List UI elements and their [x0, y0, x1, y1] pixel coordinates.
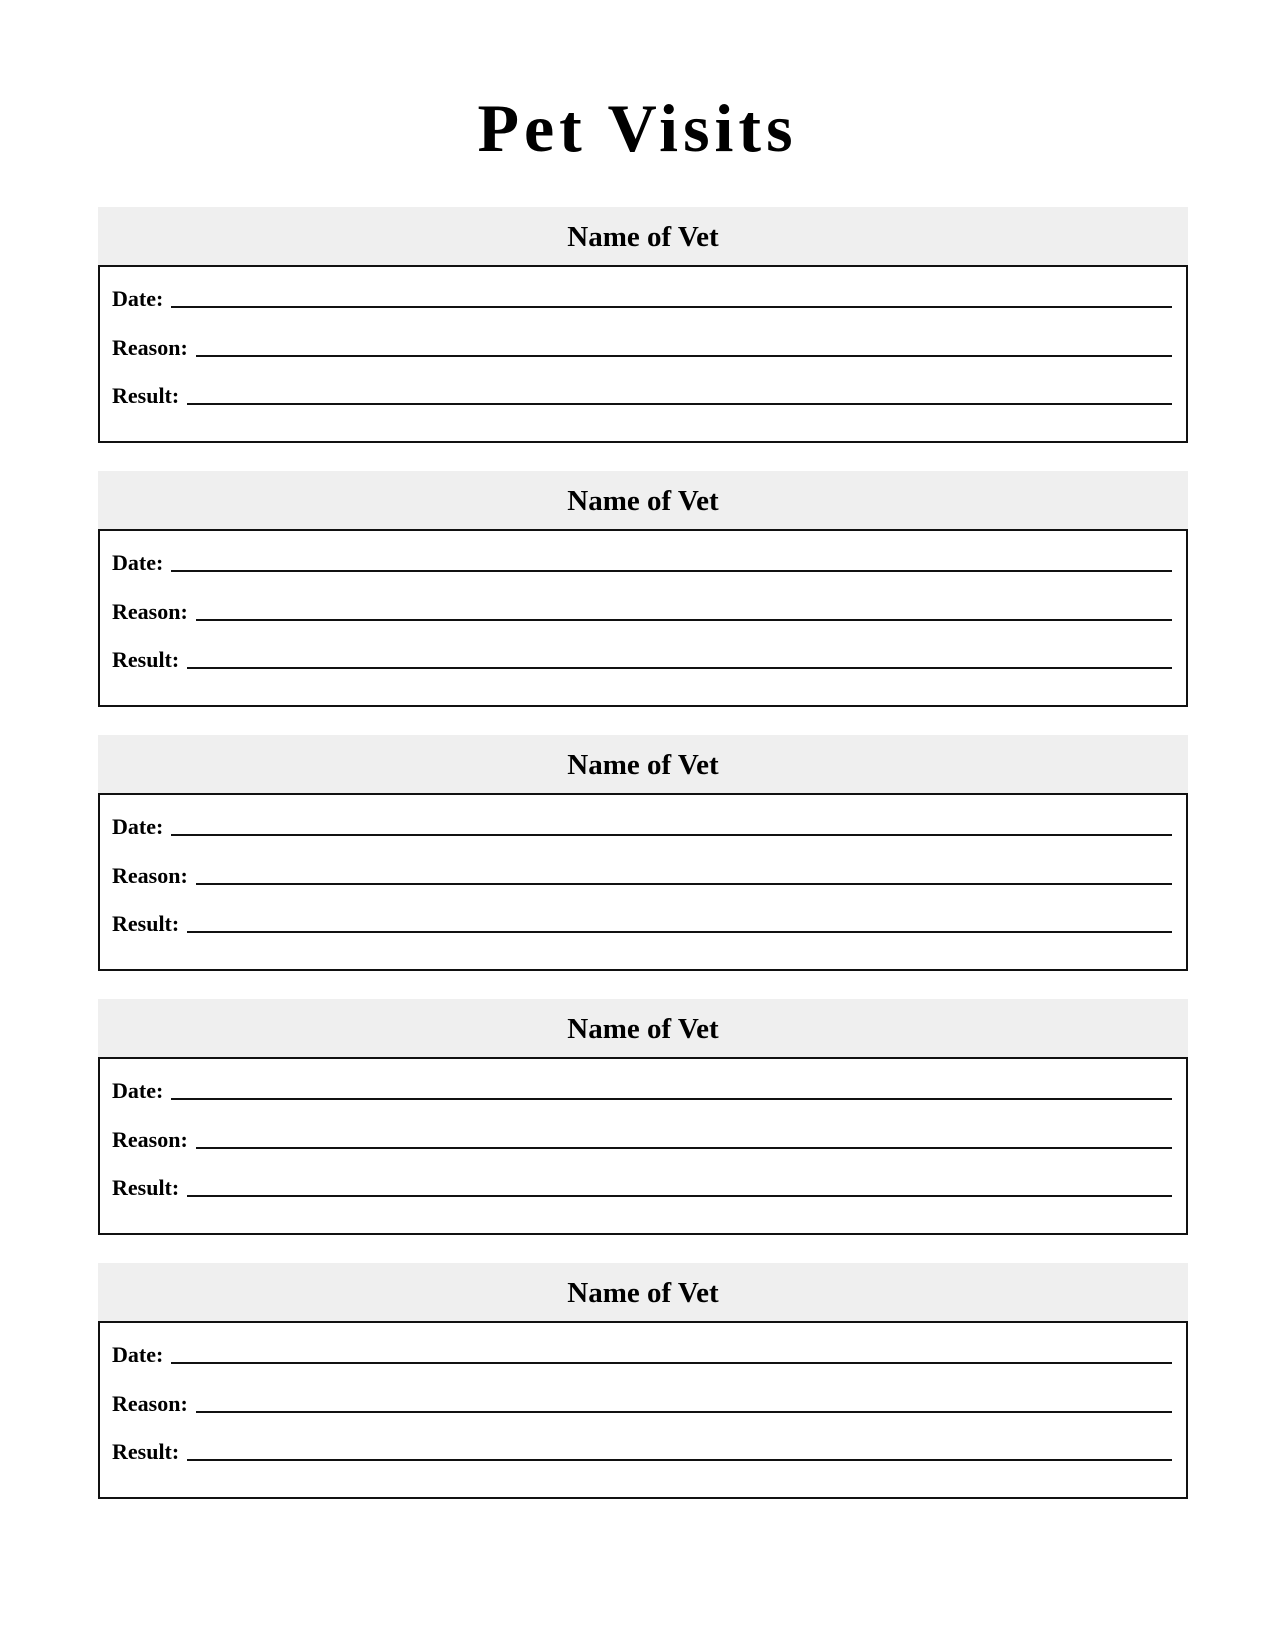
result-row: [112, 642, 1172, 672]
result-field[interactable]: [187, 403, 1172, 405]
visit-section-1: [98, 207, 1188, 443]
vet-name-header: [98, 471, 1188, 529]
reason-row: [112, 858, 1172, 888]
date-label: Date:: [112, 1342, 164, 1367]
reason-label: Reason:: [112, 1391, 188, 1416]
vet-name-header: [98, 1263, 1188, 1321]
reason-label: Reason:: [112, 863, 188, 888]
reason-field[interactable]: [196, 355, 1172, 357]
vet-name-label: Name of Vet: [567, 1276, 719, 1309]
result-label: Result:: [112, 647, 180, 672]
vet-name-header: [98, 735, 1188, 793]
date-row: [112, 1073, 1172, 1103]
reason-row: [112, 594, 1172, 624]
vet-name-label: Name of Vet: [567, 484, 719, 517]
page-title: Pet Visits: [477, 90, 798, 166]
vet-name-label: Name of Vet: [567, 1012, 719, 1045]
reason-field[interactable]: [196, 1411, 1172, 1413]
date-row: [112, 281, 1172, 311]
vet-name-header: [98, 999, 1188, 1057]
date-row: [112, 809, 1172, 839]
result-row: [112, 378, 1172, 408]
date-field[interactable]: [171, 306, 1172, 308]
vet-name-label: Name of Vet: [567, 220, 719, 253]
visit-details-box: [98, 265, 1188, 443]
date-row: [112, 545, 1172, 575]
date-label: Date:: [112, 814, 164, 839]
visit-details-box: [98, 1057, 1188, 1235]
visit-details-box: [98, 793, 1188, 971]
date-label: Date:: [112, 1078, 164, 1103]
result-row: [112, 1434, 1172, 1464]
date-field[interactable]: [171, 1362, 1172, 1364]
vet-name-label: Name of Vet: [567, 748, 719, 781]
date-field[interactable]: [171, 570, 1172, 572]
date-field[interactable]: [171, 1098, 1172, 1100]
result-label: Result:: [112, 1439, 180, 1464]
result-label: Result:: [112, 1175, 180, 1200]
date-label: Date:: [112, 286, 164, 311]
reason-label: Reason:: [112, 335, 188, 360]
result-field[interactable]: [187, 1459, 1172, 1461]
reason-row: [112, 1122, 1172, 1152]
visit-section-4: [98, 999, 1188, 1235]
result-field[interactable]: [187, 1195, 1172, 1197]
result-label: Result:: [112, 911, 180, 936]
date-field[interactable]: [171, 834, 1172, 836]
reason-row: [112, 330, 1172, 360]
reason-field[interactable]: [196, 1147, 1172, 1149]
result-row: [112, 906, 1172, 936]
reason-field[interactable]: [196, 619, 1172, 621]
reason-label: Reason:: [112, 599, 188, 624]
visit-section-3: [98, 735, 1188, 971]
result-field[interactable]: [187, 931, 1172, 933]
reason-label: Reason:: [112, 1127, 188, 1152]
reason-field[interactable]: [196, 883, 1172, 885]
visit-section-2: [98, 471, 1188, 707]
reason-row: [112, 1386, 1172, 1416]
visit-details-box: [98, 529, 1188, 707]
date-label: Date:: [112, 550, 164, 575]
vet-name-header: [98, 207, 1188, 265]
visit-details-box: [98, 1321, 1188, 1499]
result-row: [112, 1170, 1172, 1200]
result-field[interactable]: [187, 667, 1172, 669]
result-label: Result:: [112, 383, 180, 408]
visit-section-5: [98, 1263, 1188, 1499]
date-row: [112, 1337, 1172, 1367]
